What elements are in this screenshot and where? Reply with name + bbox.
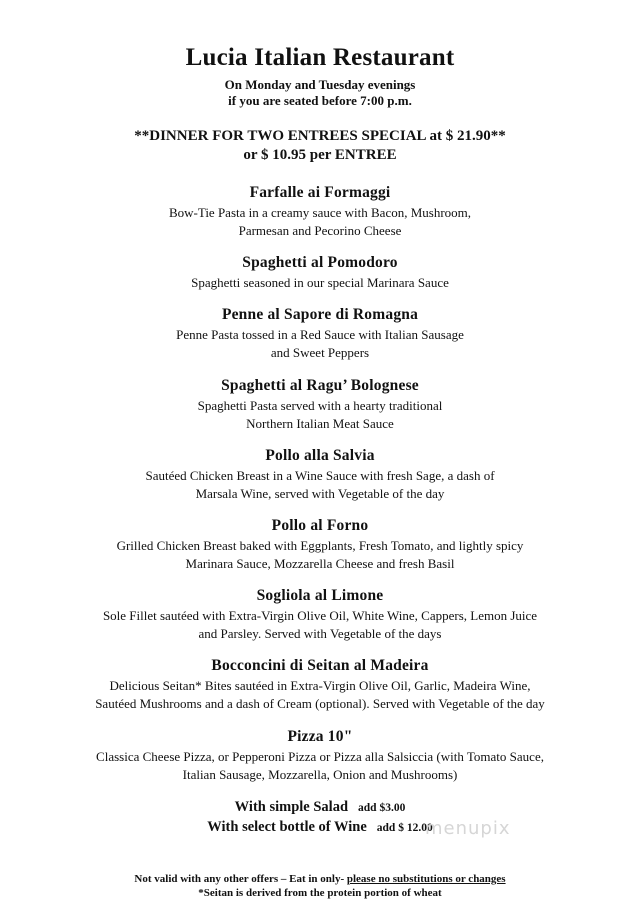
footer-seitan-note: *Seitan is derived from the protein portion of wheat	[198, 887, 442, 899]
dish-description-line-1: Classica Cheese Pizza, or Pepperoni Pizza or Pizza alla Salsiccia (with Tomato Sauce,	[96, 749, 544, 764]
dish-item	[0, 253, 640, 292]
dish-description-line-2: and Sweet Peppers	[270, 344, 370, 360]
dish-description-line-1: Delicious Seitan* Bites sautéed in Extra-Virgin Olive Oil, Garlic, Madeira Wine,	[109, 678, 531, 693]
dish-description-line-1: Spaghetti Pasta served with a hearty traditional	[197, 398, 443, 413]
dish-item	[0, 446, 640, 502]
salad-addon-label: With simple Salad	[234, 799, 349, 815]
dish-description-line-2: Parmesan and Pecorino Cheese	[238, 222, 402, 238]
dish-description-line-2: Sautéed Mushrooms and a dash of Cream (optional). Served with Vegetable of the day	[95, 695, 545, 711]
dish-item	[0, 727, 640, 783]
dish-item	[0, 586, 640, 642]
subtitle-line-1: On Monday and Tuesday evenings	[224, 77, 416, 92]
dish-name: Pollo alla Salvia	[265, 447, 375, 464]
dish-name: Pizza 10"	[287, 728, 353, 745]
dish-name: Sogliola al Limone	[256, 587, 384, 604]
wine-addon-price: add $ 12.00	[376, 822, 433, 834]
dish-item	[0, 305, 640, 361]
dish-description-line-2: and Parsley. Served with Vegetable of the days	[198, 625, 442, 641]
dish-item	[0, 656, 640, 712]
dish-description-line-2: Italian Sausage, Mozzarella, Onion and Mushrooms)	[182, 766, 458, 782]
dish-name: Spaghetti al Pomodoro	[242, 254, 398, 271]
dish-name: Penne al Sapore di Romagna	[221, 306, 419, 323]
footer-terms	[0, 872, 640, 886]
dish-description-line-2: Marinara Sauce, Mozzarella Cheese and fresh Basil	[185, 555, 455, 571]
dish-description-line-1: Grilled Chicken Breast baked with Eggplants, Fresh Tomato, and lightly spicy	[116, 538, 524, 553]
dish-description-line-1: Bow-Tie Pasta in a creamy sauce with Bacon, Mushroom,	[168, 205, 472, 220]
dish-description-line-2: Northern Italian Meat Sauce	[246, 415, 394, 431]
dish-name: Farfalle ai Formaggi	[249, 184, 391, 201]
special-offer-line-2: or $ 10.95 per ENTREE	[243, 147, 397, 163]
subtitle-line-2: if you are seated before 7:00 p.m.	[228, 93, 412, 108]
dish-name: Pollo al Forno	[271, 517, 369, 534]
dish-name: Spaghetti al Ragu’ Bolognese	[221, 377, 419, 394]
dish-description-line-1: Spaghetti seasoned in our special Marinara Sauce	[191, 275, 449, 290]
salad-addon	[0, 798, 640, 818]
dish-description-line-1: Sautéed Chicken Breast in a Wine Sauce with fresh Sage, a dash of	[145, 468, 495, 483]
dish-description-line-1: Penne Pasta tossed in a Red Sauce with Italian Sausage	[176, 327, 464, 342]
dish-description-line-2: Marsala Wine, served with Vegetable of the day	[195, 485, 445, 501]
dish-description-line-1: Sole Fillet sautéed with Extra-Virgin Olive Oil, White Wine, Cappers, Lemon Juice	[102, 608, 538, 623]
wine-addon-label: With select bottle of Wine	[207, 819, 367, 835]
restaurant-title: Lucia Italian Restaurant	[185, 44, 455, 71]
wine-addon	[0, 818, 640, 838]
special-offer-line-1: **DINNER FOR TWO ENTREES SPECIAL at $ 21.90**	[134, 128, 506, 144]
dish-item	[0, 183, 640, 239]
menupix-watermark: menupix	[425, 818, 511, 839]
dish-item	[0, 516, 640, 572]
salad-addon-price: add $3.00	[358, 802, 406, 814]
footer-terms-text: Not valid with any other offers – Eat in only-	[134, 873, 347, 885]
footer-no-substitutions: please no substitutions or changes	[346, 873, 506, 885]
dish-item	[0, 376, 640, 432]
dish-name: Bocconcini di Seitan al Madeira	[211, 657, 429, 674]
